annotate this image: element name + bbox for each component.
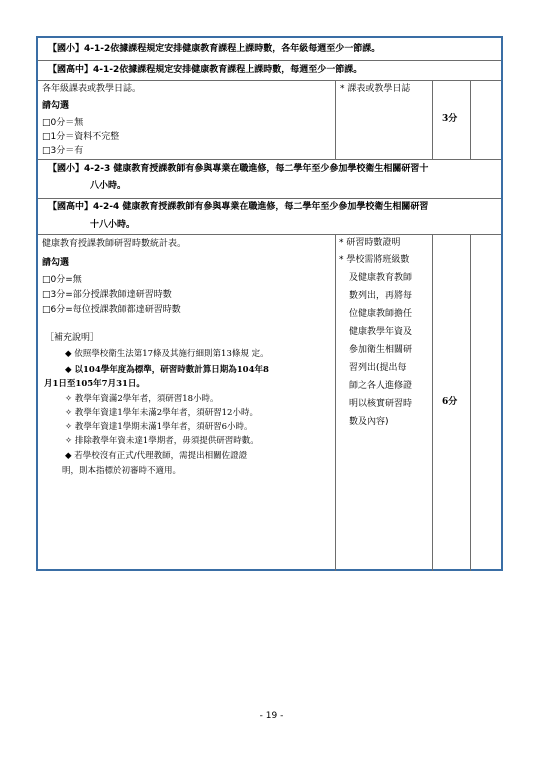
rubric-option: □0分=無 xyxy=(42,275,82,285)
evidence-text: 健康教學年資及 xyxy=(349,327,413,337)
supplement-note: ◆ 依照學校衛生法第17條及其施行細則第13條規 定。 xyxy=(65,349,269,359)
indicator-table xyxy=(36,36,503,571)
requirement-elementary: 【國小】4-2-3 健康教育授課教師有參與專業在職進修，每二學年至少參加學校衛生相關研習十 xyxy=(48,164,429,174)
supplement-note: ✧ 教學年資達1學年未滿2學年者，須研習12小時。 xyxy=(65,408,258,418)
rubric-option: □0分＝無 xyxy=(42,118,84,128)
evidence-text: * 課表或教學日誌 xyxy=(340,84,411,94)
column-divider xyxy=(470,80,471,159)
supplement-note: ✧ 排除教學年資未達1學期者，毋須提供研習時數。 xyxy=(65,436,259,446)
evidence-text: 習列出(提出每 xyxy=(349,363,407,373)
supplement-note: 月1日至105年7月31日。 xyxy=(44,379,145,389)
evidence-text: 位健康教師擔任 xyxy=(349,309,413,319)
supplement-note: ◆ 若學校沒有正式/代理教師，需提出相關佐證證 xyxy=(65,451,248,461)
rubric-option: □3分=部分授課教師達研習時數 xyxy=(42,290,172,300)
requirement-high-school: 【國高中】4-1-2依據課程規定安排健康教育課程上課時數，每週至少一節課。 xyxy=(48,65,363,75)
row-divider xyxy=(38,198,501,199)
evidence-text: 數及內容) xyxy=(349,417,389,427)
rubric-option: □6分=每位授課教師都達研習時數 xyxy=(42,305,181,315)
requirement-high-school-cont: 十八小時。 xyxy=(90,220,136,230)
requirement-elementary: 【國小】4-1-2依據課程規定安排健康教育課程上課時數，各年級每週至少一節課。 xyxy=(48,44,381,54)
rubric-title: 請勾選 xyxy=(42,101,70,111)
column-divider xyxy=(335,234,336,571)
requirement-high-school: 【國高中】4-2-4 健康教育授課教師有參與專業在職進修，每二學年至少參加學校衛生相關研習 xyxy=(48,202,429,212)
supplement-note: ◆ 以104學年度為標準，研習時數計算日期為104年8 xyxy=(65,365,269,375)
column-divider xyxy=(335,80,336,159)
row-divider xyxy=(38,159,501,160)
supplement-note: ✧ 教學年資達1學期未滿1學年者，須研習6小時。 xyxy=(65,422,253,432)
row-divider xyxy=(38,60,501,61)
supplement-note: ✧ 教學年資滿2學年者，須研習18小時。 xyxy=(65,394,219,404)
column-divider xyxy=(470,234,471,571)
score-value: 6分 xyxy=(442,397,458,407)
rubric-title: 請勾選 xyxy=(42,258,70,268)
column-divider xyxy=(432,80,433,159)
evidence-text: * 研習時數證明 xyxy=(339,238,401,248)
evidence-text: 及健康教育教師 xyxy=(349,273,413,283)
evidence-text: * 學校需將班級數 xyxy=(339,255,410,265)
score-value: 3分 xyxy=(442,114,458,124)
evidence-text: 明以核實研習時 xyxy=(349,399,413,409)
column-divider xyxy=(432,234,433,571)
evidence-text: 數列出，再將每 xyxy=(349,291,413,301)
item-description: 各年級課表或教學日誌。 xyxy=(42,84,142,94)
evidence-text: 參加衛生相關研 xyxy=(349,345,413,355)
item-description: 健康教育授課教師研習時數統計表。 xyxy=(42,239,187,249)
rubric-option: □1分＝資料不完整 xyxy=(42,132,120,142)
evidence-text: 師之各人進修證 xyxy=(349,381,413,391)
supplement-note: 明，則本指標於初審時不適用。 xyxy=(62,466,182,476)
supplement-title: ［補充說明］ xyxy=(45,333,100,343)
rubric-option: □3分＝有 xyxy=(42,146,84,156)
page-number: - 19 - xyxy=(259,711,284,721)
requirement-elementary-cont: 八小時。 xyxy=(90,181,127,191)
